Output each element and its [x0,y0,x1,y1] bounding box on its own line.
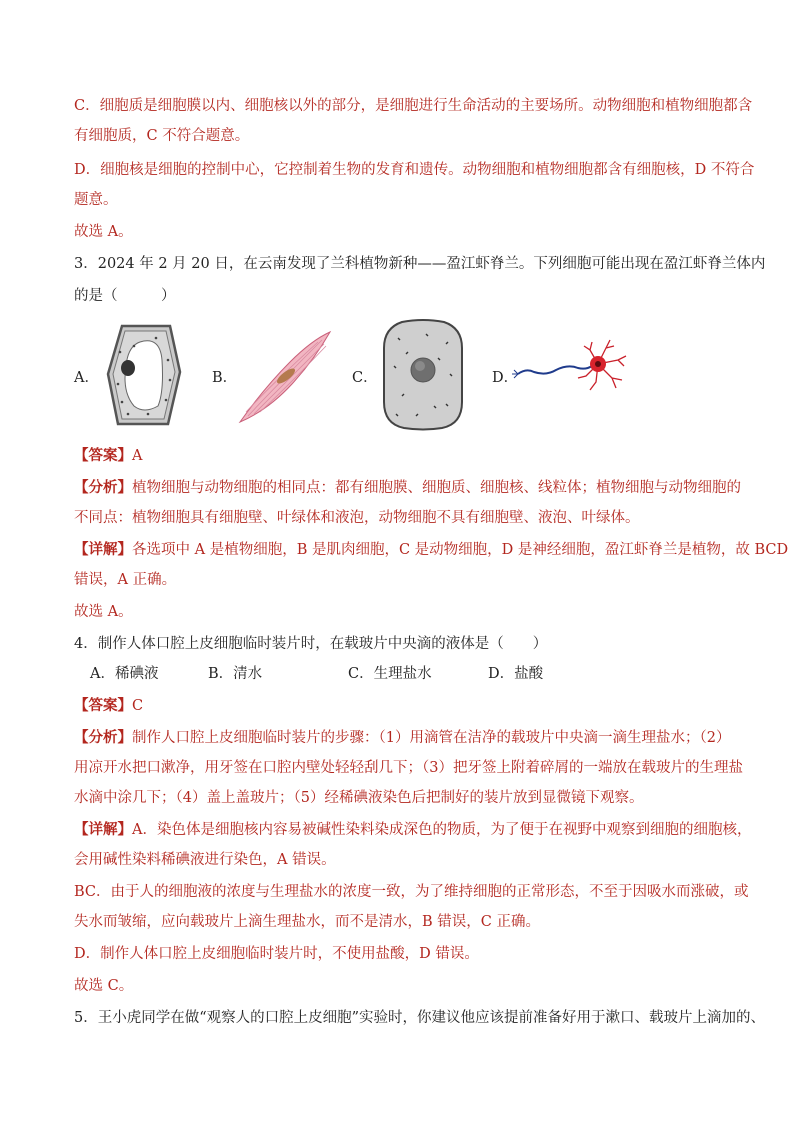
q4-detail-line5: D．制作人体口腔上皮细胞临时装片时，不使用盐酸，D 错误。 [74,946,479,962]
detail-tag: 【详解】 [74,821,132,838]
q3-option-d-label: D． [492,370,519,386]
analysis-text: 植物细胞与动物细胞的相同点：都有细胞膜、细胞质、细胞核、线粒体；植物细胞与动物细胞的 [132,480,741,496]
q4-detail-line2: 会用碱性染料稀碘液进行染色，A 错误。 [74,852,336,868]
q4-analysis-line1 [74,728,730,748]
q3-analysis-line1 [74,478,741,498]
q4-option-a: A．稀碘液 [90,666,159,682]
q3-option-b-label: B． [212,370,238,386]
q3-detail-line2: 错误，A 正确。 [74,572,177,588]
q4-stem: 4．制作人体口腔上皮细胞临时装片时，在载玻片中央滴的液体是（ ） [74,636,548,652]
q3-figure-row [74,318,734,434]
prev-option-c-line2: 有细胞质，C 不符合题意。 [74,128,250,144]
q3-option-a-label: A． [74,370,99,386]
q3-stem-line1: 3．2024 年 2 月 20 日，在云南发现了兰科植物新种——盈江虾脊兰。下列细胞可能出现在盈江虾脊兰体内 [74,256,766,272]
detail-text: 各选项中 A 是植物细胞，B 是肌肉细胞，C 是动物细胞，D 是神经细胞，盈江虾脊兰是植物，故 BCD [132,542,789,558]
q3-option-c-label: C． [352,370,378,386]
answer-tag: 【答案】 [74,447,132,464]
q5-stem: 5．王小虎同学在做“观察人的口腔上皮细胞”实验时，你建议他应该提前准备好用于漱口、载玻片上滴加的、 [74,1010,766,1026]
analysis-tag: 【分析】 [74,729,132,746]
q4-detail-line1 [74,820,751,840]
neuron-image [512,336,632,400]
detail-tag: 【详解】 [74,541,132,558]
q3-detail-line1 [74,540,788,560]
muscle-cell-image [234,328,334,428]
q3-stem-line2: 的是（ ） [74,288,176,304]
answer-tag: 【答案】 [74,697,132,714]
q4-choose: 故选 C。 [74,978,134,994]
animal-cell-image [380,318,466,432]
q4-option-b: B．清水 [208,666,263,682]
answer-value: C [132,698,144,714]
q3-answer [74,446,142,466]
q4-analysis-line2: 用凉开水把口漱净，用牙签在口腔内壁处轻轻刮几下；（3）把牙签上附着碎屑的一端放在载玻片的生理盐 [74,760,743,776]
prev-choose: 故选 A。 [74,224,133,240]
detail-text: A．染色体是细胞核内容易被碱性染料染成深色的物质，为了便于在视野中观察到细胞的细胞核， [132,822,752,838]
analysis-text: 制作人口腔上皮细胞临时装片的步骤：（1）用滴管在洁净的载玻片中央滴一滴生理盐水；（2） [132,730,731,746]
q4-detail-line4: 失水而皱缩，应向载玻片上滴生理盐水，而不是清水，B 错误，C 正确。 [74,914,540,930]
prev-option-d-line2: 题意。 [74,192,118,208]
q4-options [90,664,543,684]
plant-cell-image [104,322,184,430]
q4-option-d: D．盐酸 [488,666,544,682]
prev-option-d-line1: D．细胞核是细胞的控制中心，它控制着生物的发育和遗传。动物细胞和植物细胞都含有细胞核，D 不符合 [74,162,755,178]
q4-detail-line3: BC．由于人的细胞液的浓度与生理盐水的浓度一致，为了维持细胞的正常形态，不至于因吸水而涨破，或 [74,884,749,900]
answer-value: A [132,448,143,464]
q4-answer [74,696,143,716]
q4-analysis-line3: 水滴中涂几下；（4）盖上盖玻片；（5）经稀碘液染色后把制好的装片放到显微镜下观察。 [74,790,644,806]
analysis-tag: 【分析】 [74,479,132,496]
q3-choose: 故选 A。 [74,604,133,620]
q3-analysis-line2: 不同点：植物细胞具有细胞壁、叶绿体和液泡，动物细胞不具有细胞壁、液泡、叶绿体。 [74,510,640,526]
prev-option-c-line1: C．细胞质是细胞膜以内、细胞核以外的部分，是细胞进行生命活动的主要场所。动物细胞和植物细胞都含 [74,98,753,114]
q4-option-c: C．生理盐水 [348,666,432,682]
